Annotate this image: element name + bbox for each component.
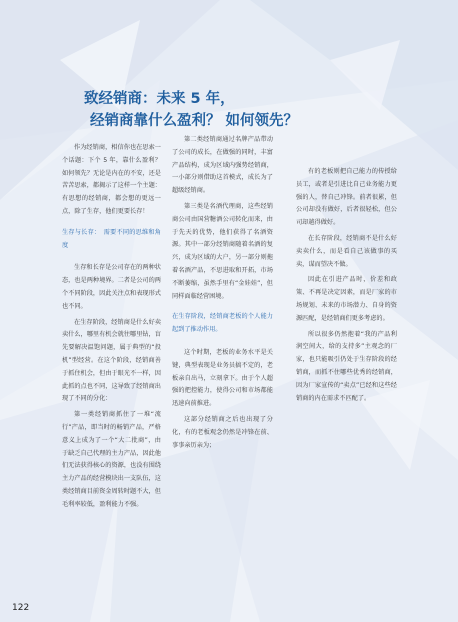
subheading: 在生存阶段，经销商老板的个人能力起到了推动作用。: [172, 313, 273, 334]
body-paragraph: 第二类经销商通过名牌产品带动了公司的成长，在做强的同时，丰富产品结构，成为区域内强势经销商，一小部分则借助这首模式，成长为了超级经销商。: [172, 136, 273, 195]
title-line-2: 经销商靠什么盈利？ 如何领先？: [90, 113, 299, 129]
body-paragraph: 作为经销商，相信你也在思索一个话题：下个 5 年，靠什么盈利？如何领先？无论是内在的不安，还是苦苦思索，都揭示了这样一个主题：有思想的经销商，都会想的更远一点，除了生存，他们更要长存！: [62, 144, 161, 215]
body-paragraph: 在长存阶段，经销商不是什么好卖卖什么，而是看自己该做事的买卖，谋而望决不做。: [296, 234, 397, 268]
text-column-3: [296, 166, 397, 408]
text-column-1: [62, 142, 161, 515]
body-paragraph: 这个时期，老板的业务水平是关键，典型表现是业务员搞不定的，老板亲自出马，立刻拿下。由于个人超强的把控能力，使得公司和市场都能迅速向前推进。: [172, 348, 273, 408]
body-paragraph: 第三类是名酒代理商，这些经销商公司由国营糖酒公司转化而来，由于先天的优势，他们获得了名酒资源。其中一部分经销商随着名酒的复兴，成为区域的大户，另一部分则拖着名酒产品，不思进取和开拓，市场不断萎缩，虽然手里有“金娃娃”，但同样面临经营困境。: [172, 202, 273, 300]
body-paragraph: 在生存阶段，经销商是什么好卖卖什么，哪里有机会就往哪里钻，盲先要解决温饱问题，属于典型的“投机”型经营。在这个阶段，经销商善于抓住机会，但由于眼光不一样，因此抓的点也不同，这导致了经销商出现了不同的分化：: [62, 318, 161, 403]
page-number: 122: [12, 603, 30, 613]
text-column-2: [172, 134, 273, 455]
title-line-1: 致经销商：未来 5 年，: [84, 91, 235, 107]
body-paragraph: 有的老板则把自己能力的传授给员工，或者是引进比自己业务能力更强的人，替自己冲锋。前者很累，但公司却没有做好，后者很轻松，但公司却越得做好。: [296, 168, 397, 227]
article-title: [84, 88, 384, 132]
body-paragraph: 第一类经销商抓住了一堆“流行”产品，即当时的畅销产品，严格意义上成为了一个“大二批商”，由于缺乏自己代理的主力产品，因此他们无法获得核心的资源，也没有围绕主力产品的经营模块出一支队伍，这类经销商目前资金周转时题不大，但毛利率较低，盈利能力不强。: [62, 411, 161, 508]
body-paragraph: 所以很多仍然抱着“我的产品利润空间大，给的支持多”主观念的厂家，也只能吸引仍处于生存阶段的经销商，而抓不住哪些优秀的经销商，因为厂家宣传的“卖点”已经和这些经销商的内在需求不匹配了。: [296, 330, 397, 402]
body-paragraph: 因此在引进产品时，价差和政策、不再是决定因素，而是厂家的市场规划、未来的市场潜力、自身的资源匹配，是经销商们更多考虑的。: [296, 276, 397, 322]
body-paragraph: 这部分经销商之后也出现了分化，有的老板观念仍然是冲锋在前、事事亲历亲为；: [172, 415, 273, 449]
body-paragraph: 生存和长存是公司存在的两种状态，也是两种境界。二者是公司的两个不同阶段，因此关注点和表现形式也不同。: [62, 264, 161, 310]
subheading: 生存与长存： 需要不同的思维和角度: [62, 228, 161, 249]
